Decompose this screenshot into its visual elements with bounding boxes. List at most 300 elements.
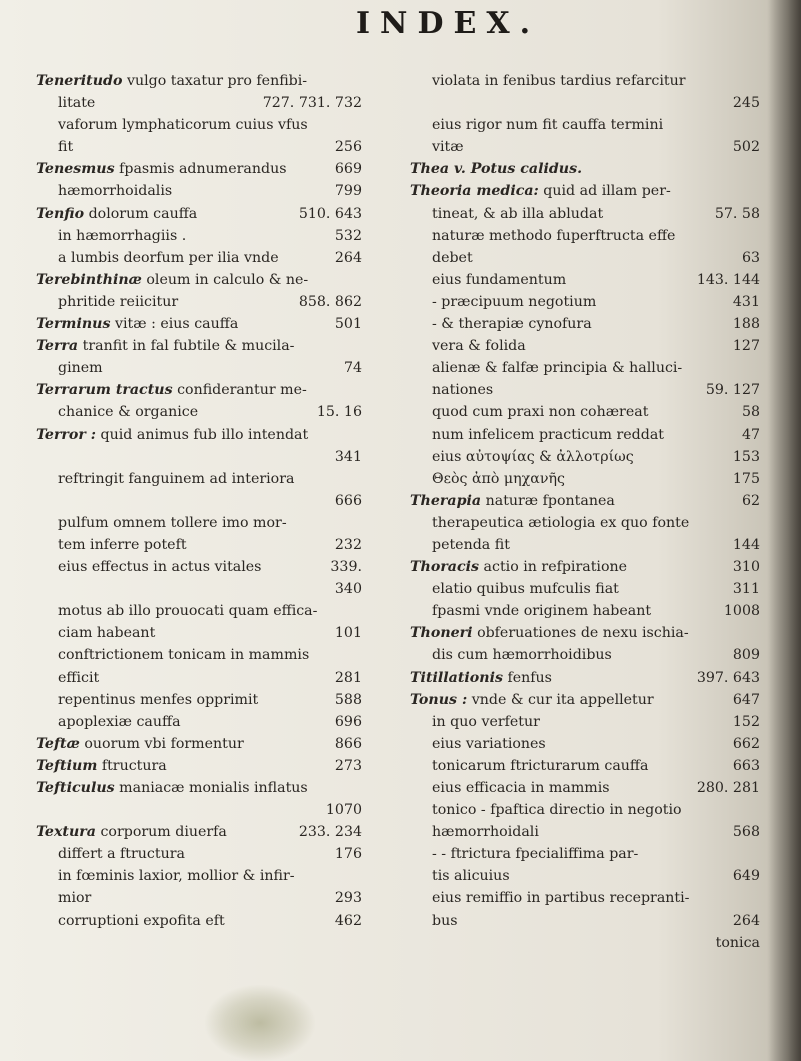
entry-page-ref: 15. 16 xyxy=(316,404,362,421)
entry-description: quid animus fub illo intendat xyxy=(100,426,309,443)
entry-text xyxy=(432,711,540,733)
entry-page-ref: 462 xyxy=(334,912,362,929)
entry-page-ref: 662 xyxy=(732,735,760,752)
entry-page-ref: 62 xyxy=(741,492,760,509)
entry-description: reftringit fanguinem ad interiora xyxy=(58,470,295,487)
entry-page-ref: 143. 144 xyxy=(696,271,760,288)
entry-text xyxy=(58,225,186,247)
index-entry xyxy=(410,401,760,423)
index-entry xyxy=(36,711,362,733)
entry-page-ref: 310 xyxy=(732,559,760,576)
entry-text xyxy=(58,865,295,887)
entry-headword: Theoria medica: xyxy=(410,183,539,200)
entry-headword: Therapia xyxy=(410,492,482,509)
index-entry xyxy=(36,556,362,578)
entry-description: nationes xyxy=(432,382,494,399)
entry-description: in quo verfetur xyxy=(432,713,540,730)
entry-page-ref: 281 xyxy=(334,669,362,686)
entry-text xyxy=(58,600,317,622)
index-entry xyxy=(36,225,362,247)
index-entry xyxy=(410,291,760,313)
entry-headword: Terminus xyxy=(36,316,111,333)
entry-headword: Textura xyxy=(36,824,96,841)
index-entry xyxy=(410,424,760,446)
entry-description: dolorum cauffa xyxy=(88,205,198,222)
entry-text xyxy=(58,468,294,490)
entry-description: obferuationes de nexu ischia- xyxy=(477,625,689,642)
entry-text xyxy=(58,622,155,644)
index-entry xyxy=(410,379,760,401)
entry-text xyxy=(36,821,227,843)
entry-text xyxy=(432,446,634,468)
entry-description: corruptioni expofita eft xyxy=(58,912,225,929)
entry-description: elatio quibus mufculis fiat xyxy=(432,581,619,598)
entry-description: tranfit in fal fubtile & mucila- xyxy=(82,338,295,355)
entry-description: eius fundamentum xyxy=(432,271,567,288)
entry-page-ref: 280. 281 xyxy=(696,780,760,796)
entry-description: vera & folida xyxy=(432,338,526,355)
entry-page-ref: 666 xyxy=(334,492,362,509)
entry-text xyxy=(432,468,565,490)
entry-text xyxy=(432,247,473,269)
entry-text xyxy=(410,556,627,578)
entry-text xyxy=(58,667,99,689)
entry-description: eius remiffio in partibus recepranti- xyxy=(432,890,690,907)
index-entry xyxy=(36,158,362,180)
entry-page-ref: 568 xyxy=(732,824,760,841)
entry-text xyxy=(432,424,664,446)
entry-description: vitæ xyxy=(432,139,464,156)
index-entry xyxy=(410,92,760,114)
index-entry xyxy=(410,887,760,909)
entry-text xyxy=(410,622,689,644)
entry-description: violata in fenibus tardius refarcitur xyxy=(432,73,686,89)
entry-description: phritide reiicitur xyxy=(58,293,179,310)
entry-page-ref: 188 xyxy=(732,316,760,333)
entry-text xyxy=(58,114,308,136)
entry-headword: Terrarum tractus xyxy=(36,382,173,399)
index-entry xyxy=(410,777,760,799)
entry-text xyxy=(58,843,185,865)
index-entry xyxy=(36,468,362,490)
index-entry xyxy=(410,843,760,865)
entry-headword: Thoneri xyxy=(410,625,473,642)
entry-page-ref: 866 xyxy=(334,735,362,752)
entry-text xyxy=(36,313,238,335)
entry-text xyxy=(36,335,294,357)
index-entry xyxy=(36,667,362,689)
entry-text xyxy=(410,490,615,512)
entry-description: - & therapiæ cynofura xyxy=(432,316,592,333)
entry-text xyxy=(432,887,689,909)
entry-description: hæmorrhoidali xyxy=(432,824,539,841)
entry-description: naturæ fpontanea xyxy=(485,492,615,509)
entry-description: eius effectus in actus vitales xyxy=(58,559,262,576)
index-entry xyxy=(410,180,760,202)
entry-text xyxy=(432,335,526,357)
entry-headword: Tonus : xyxy=(410,691,468,708)
entry-page-ref: 501 xyxy=(334,316,362,333)
index-entry xyxy=(410,644,760,666)
page-header xyxy=(0,0,801,58)
index-entry xyxy=(36,843,362,865)
entry-description: tonico - fpaftica directio in negotio xyxy=(432,802,682,819)
entry-headword: Titillationis xyxy=(410,669,503,686)
entry-text xyxy=(58,401,198,423)
entry-description: eius variationes xyxy=(432,735,546,752)
entry-page-ref: 232 xyxy=(334,536,362,553)
entry-text xyxy=(36,733,244,755)
entry-text xyxy=(58,136,73,158)
entry-text xyxy=(58,689,258,711)
entry-text xyxy=(36,269,308,291)
index-entry xyxy=(410,534,760,556)
entry-page-ref: 502 xyxy=(732,139,760,156)
index-entry xyxy=(36,887,362,909)
index-entry xyxy=(410,136,760,158)
entry-page-ref: 245 xyxy=(732,95,760,112)
entry-page-ref: 1008 xyxy=(723,603,760,620)
entry-page-ref: 256 xyxy=(334,139,362,156)
index-entry xyxy=(36,689,362,711)
entry-text xyxy=(58,556,261,578)
entry-description: alienæ & falfæ principia & halluci- xyxy=(432,360,683,377)
entry-text xyxy=(432,512,689,534)
index-entry xyxy=(36,865,362,887)
page-title: INDEX. xyxy=(356,6,541,41)
entry-text xyxy=(432,225,675,247)
entry-text xyxy=(432,600,651,622)
index-entry xyxy=(410,821,760,843)
entry-text xyxy=(432,70,686,92)
entry-text xyxy=(58,887,91,909)
entry-page-ref: 233. 234 xyxy=(298,824,362,841)
entry-description: tis alicuius xyxy=(432,868,510,885)
entry-page-ref: 340 xyxy=(334,581,362,598)
index-entry xyxy=(410,556,760,578)
entry-page-ref: 727. 731. 732 xyxy=(262,95,362,112)
entry-text xyxy=(432,578,619,600)
entry-text xyxy=(58,711,181,733)
entry-text xyxy=(432,733,546,755)
entry-text xyxy=(410,689,654,711)
index-entry xyxy=(410,335,760,357)
entry-description: ftructura xyxy=(101,757,167,774)
index-entry xyxy=(410,468,760,490)
entry-description: ouorum vbi formentur xyxy=(84,735,244,752)
entry-page-ref: 431 xyxy=(732,293,760,310)
index-entry xyxy=(410,70,760,92)
entry-description: eius rigor num fit cauffa termini xyxy=(432,117,664,134)
index-entry xyxy=(410,247,760,269)
entry-page-ref: tonica xyxy=(715,934,760,951)
entry-description: in hæmorrhagiis . xyxy=(58,227,187,244)
index-entry xyxy=(36,578,362,600)
entry-page-ref: 57. 58 xyxy=(714,205,760,222)
entry-text xyxy=(432,269,566,291)
entry-page-ref: 144 xyxy=(732,536,760,553)
entry-description: tineat, & ab illa abludat xyxy=(432,205,604,222)
entry-text xyxy=(432,379,493,401)
index-entry xyxy=(410,689,760,711)
index-entry xyxy=(410,158,760,180)
entry-headword: Teneritudo xyxy=(36,73,123,89)
entry-text xyxy=(58,357,103,379)
entry-description: mior xyxy=(58,890,92,907)
index-entry xyxy=(410,114,760,136)
entry-description: quod cum praxi non cohæreat xyxy=(432,404,649,421)
entry-description: petenda fit xyxy=(432,536,510,553)
entry-headword: Thea v. Potus calidus. xyxy=(410,161,583,178)
index-entry xyxy=(36,821,362,843)
entry-text xyxy=(432,865,510,887)
entry-description: Θεὸς ἀπὸ μηχανῆς xyxy=(432,470,565,487)
entry-description: debet xyxy=(432,249,473,266)
index-entry xyxy=(36,70,362,92)
index-entry xyxy=(36,490,362,512)
entry-text xyxy=(432,843,638,865)
entry-description: fenfus xyxy=(507,669,552,686)
entry-page-ref: 74 xyxy=(343,360,362,377)
entry-page-ref: 176 xyxy=(334,846,362,863)
entry-text xyxy=(410,158,582,180)
entry-text xyxy=(410,667,552,689)
entry-page-ref: 264 xyxy=(732,912,760,929)
entry-page-ref: 153 xyxy=(732,448,760,465)
index-entry xyxy=(410,357,760,379)
entry-description: litate xyxy=(58,95,96,112)
entry-text xyxy=(36,70,307,92)
index-entry xyxy=(36,401,362,423)
entry-page-ref: 152 xyxy=(732,713,760,730)
index-entry xyxy=(410,512,760,534)
entry-text xyxy=(410,180,671,202)
index-entry xyxy=(410,269,760,291)
entry-page-ref: 799 xyxy=(334,183,362,200)
entry-description: pulfum omnem tollere imo mor- xyxy=(58,514,287,531)
entry-headword: Tenfio xyxy=(36,205,85,222)
entry-text xyxy=(432,401,648,423)
index-entry xyxy=(36,733,362,755)
entry-description: eius efficacia in mammis xyxy=(432,780,610,796)
entry-description: fpasmis adnumerandus xyxy=(119,161,287,178)
entry-text xyxy=(58,291,178,313)
entry-description: naturæ methodo fuperftructa effe xyxy=(432,227,676,244)
entry-headword: Tefticulus xyxy=(36,780,115,796)
entry-description: quid ad illam per- xyxy=(543,183,671,200)
entry-page-ref: 58 xyxy=(741,404,760,421)
entry-page-ref: 588 xyxy=(334,691,362,708)
entry-page-ref: 175 xyxy=(732,470,760,487)
index-entry xyxy=(36,269,362,291)
entry-description: vulgo taxatur pro fenfibi- xyxy=(126,73,308,89)
entry-description: hæmorrhoidalis xyxy=(58,183,173,200)
index-entry xyxy=(36,335,362,357)
entry-page-ref: 293 xyxy=(334,890,362,907)
entry-description: tem inferre poteft xyxy=(58,536,187,553)
index-entry xyxy=(36,313,362,335)
entry-headword: Teftæ xyxy=(36,735,80,752)
entry-description: eius αὐτοψίας & ἀλλοτρίως xyxy=(432,448,634,465)
entry-page-ref: 669 xyxy=(334,161,362,178)
entry-description: vitæ : eius cauffa xyxy=(114,316,239,333)
index-entry xyxy=(36,424,362,446)
entry-text xyxy=(432,114,663,136)
entry-page-ref: 858. 862 xyxy=(298,293,362,310)
index-entry xyxy=(36,446,362,468)
entry-description: conftrictionem tonicam in mammis xyxy=(58,647,310,664)
entry-page-ref: 311 xyxy=(732,581,760,598)
entry-description: oleum in calculo & ne- xyxy=(146,271,309,288)
entry-description: - præcipuum negotium xyxy=(432,293,597,310)
entry-description: efficit xyxy=(58,669,100,686)
entry-description: a lumbis deorfum per ilia vnde xyxy=(58,249,279,266)
index-entry xyxy=(36,777,362,799)
entry-headword: Terebinthinæ xyxy=(36,271,142,288)
index-entry xyxy=(36,180,362,202)
index-entry xyxy=(410,446,760,468)
entry-text xyxy=(432,534,510,556)
entry-description: vnde & cur ita appelletur xyxy=(471,691,654,708)
entry-page-ref: 339. xyxy=(330,559,362,576)
entry-description: maniacæ monialis inflatus xyxy=(119,780,308,796)
index-entry xyxy=(410,578,760,600)
entry-text xyxy=(432,203,603,225)
index-entry xyxy=(410,313,760,335)
index-entry xyxy=(36,203,362,225)
index-entry xyxy=(410,733,760,755)
entry-text xyxy=(58,512,287,534)
entry-page-ref: 663 xyxy=(732,757,760,774)
entry-text xyxy=(432,910,458,932)
index-entry xyxy=(410,711,760,733)
entry-description: corporum diuerfa xyxy=(100,824,227,841)
entry-text xyxy=(36,424,308,446)
entry-text xyxy=(432,291,596,313)
entry-description: differt a ftructura xyxy=(58,846,185,863)
entry-text xyxy=(58,534,187,556)
entry-description: ciam habeant xyxy=(58,625,156,642)
index-entry xyxy=(36,755,362,777)
entry-page-ref: 696 xyxy=(334,713,362,730)
entry-text xyxy=(432,821,539,843)
entry-text xyxy=(58,180,172,202)
entry-text xyxy=(58,92,95,114)
entry-text xyxy=(432,313,592,335)
entry-description: fpasmi vnde originem habeant xyxy=(432,603,652,620)
entry-text xyxy=(432,755,648,777)
index-entry xyxy=(36,600,362,622)
entry-description: confiderantur me- xyxy=(177,382,307,399)
entry-description: tonicarum ftricturarum cauffa xyxy=(432,757,649,774)
index-entry xyxy=(36,136,362,158)
entry-page-ref: 809 xyxy=(732,647,760,664)
index-entry xyxy=(36,379,362,401)
index-entry xyxy=(410,600,760,622)
index-entry xyxy=(36,92,362,114)
entry-text xyxy=(36,158,287,180)
entry-description: - - ftrictura fpecialiffima par- xyxy=(432,846,639,863)
entry-description: dis cum hæmorrhoidibus xyxy=(432,647,612,664)
index-entry xyxy=(36,622,362,644)
entry-text xyxy=(58,644,309,666)
entry-description: motus ab illo prouocati quam effica- xyxy=(58,603,318,620)
entry-description: num infelicem practicum reddat xyxy=(432,426,664,443)
entry-text xyxy=(432,777,610,799)
stain-mark xyxy=(205,985,315,1061)
entry-page-ref: 397. 643 xyxy=(696,669,760,686)
entry-description: actio in refpiratione xyxy=(483,559,628,576)
right-column xyxy=(410,70,760,954)
entry-headword: Thoracis xyxy=(410,559,480,576)
index-entry xyxy=(410,225,760,247)
entry-headword: Tenesmus xyxy=(36,161,115,178)
entry-description: therapeutica ætiologia ex quo fonte xyxy=(432,514,690,531)
entry-page-ref: 264 xyxy=(334,249,362,266)
entry-text xyxy=(58,910,225,932)
entry-page-ref: 649 xyxy=(732,868,760,885)
entry-text xyxy=(36,777,308,799)
entry-text xyxy=(58,247,279,269)
index-entry xyxy=(36,799,362,821)
index-entry xyxy=(410,622,760,644)
index-entry xyxy=(410,203,760,225)
index-entry xyxy=(36,644,362,666)
index-entry xyxy=(410,910,760,932)
entry-text xyxy=(432,644,612,666)
page-gutter-shadow xyxy=(767,0,801,1061)
index-entry xyxy=(410,865,760,887)
entry-page-ref: 63 xyxy=(741,249,760,266)
index-entry xyxy=(36,114,362,136)
entry-page-ref: 273 xyxy=(334,757,362,774)
index-entry xyxy=(410,667,760,689)
entry-description: fit xyxy=(58,139,74,156)
entry-headword: Teftium xyxy=(36,757,98,774)
entry-text xyxy=(36,379,307,401)
entry-description: in fœminis laxior, mollior & infir- xyxy=(58,868,295,885)
index-entry xyxy=(36,534,362,556)
entry-page-ref: 341 xyxy=(334,448,362,465)
index-entry xyxy=(36,357,362,379)
entry-headword: Terra xyxy=(36,338,79,355)
index-entry xyxy=(36,512,362,534)
entry-description: bus xyxy=(432,912,458,929)
entry-description: repentinus menfes opprimit xyxy=(58,691,259,708)
entry-description: chanice & organice xyxy=(58,404,199,421)
index-entry xyxy=(36,910,362,932)
entry-description: apoplexiæ cauffa xyxy=(58,713,181,730)
entry-text xyxy=(36,203,197,225)
entry-page-ref: 532 xyxy=(334,227,362,244)
index-entry xyxy=(410,490,760,512)
entry-page-ref: 510. 643 xyxy=(298,205,362,222)
entry-page-ref: 1070 xyxy=(325,802,362,819)
entry-description: vaforum lymphaticorum cuius vfus xyxy=(58,117,308,134)
entry-page-ref: 647 xyxy=(732,691,760,708)
entry-page-ref: 47 xyxy=(741,426,760,443)
entry-page-ref: 127 xyxy=(732,338,760,355)
entry-text xyxy=(432,799,682,821)
entry-page-ref: 59. 127 xyxy=(705,382,760,399)
entry-text xyxy=(432,357,682,379)
entry-description: ginem xyxy=(58,360,103,377)
entry-text xyxy=(432,136,464,158)
entry-headword: Terror : xyxy=(36,426,97,443)
index-entry xyxy=(410,932,760,954)
entry-page-ref: 101 xyxy=(334,625,362,642)
index-entry xyxy=(36,291,362,313)
